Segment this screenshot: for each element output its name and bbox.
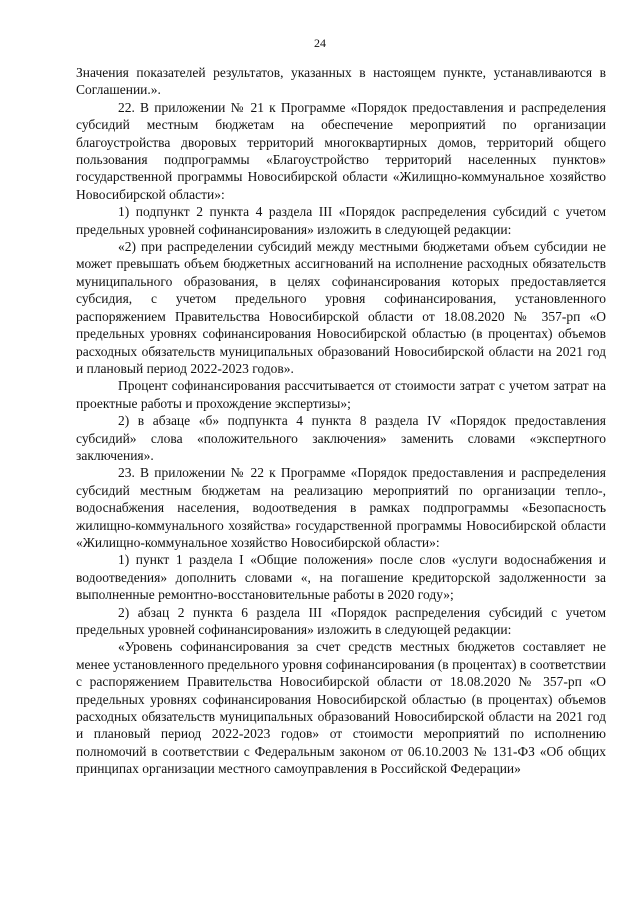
paragraph-item-22: 22. В приложении № 21 к Программе «Порядок предоставления и распределения субсидий местным бюджетам на обеспечение мероприятий по организации благоустройства дворовых территорий многоквартирных домов, территорий общего пользования подпрограммы «Благоустройство территорий населенных пунктов» государственной программы Новосибирской области «Жилищно-коммунальное хозяйство Новосибирской области»: xyxy=(76,99,606,202)
paragraph-item-22-sub-2: 2) в абзаце «б» подпункта 4 пункта 8 раздела IV «Порядок предоставления субсидий» слова «положительного заключения» заменить словами «экспертного заключения». xyxy=(76,413,606,463)
document-body xyxy=(76,64,606,778)
page-number: 24 xyxy=(314,36,326,50)
paragraph-item-22-sub-1: 1) подпункт 2 пункта 4 раздела III «Порядок распределения субсидий с учетом предельных уровней софинансирования» изложить в следующей редакции: xyxy=(76,204,606,237)
paragraph-item-23-sub-2: 2) абзац 2 пункта 6 раздела III «Порядок распределения субсидий с учетом предельных уровней софинансирования» изложить в следующей редакции: xyxy=(76,604,606,637)
paragraph-item-23-quote: «Уровень софинансирования за счет средств местных бюджетов составляет не менее установленного предельного уровня софинансирования (в процентах) в соответствии с распоряжением Правительства Новосибирской области от 18.08.2020 № 357-рп «О предельных уровнях софинансирования Новосибирской областью (в процентах) объемов расходных обязательств муниципальных образований Новосибирской области на 2021 год и плановый период 2022-2023 годов» от стоимости мероприятий по исполнению полномочий в соответствии с Федеральным законом от 06.10.2003 № 131-ФЗ «Об общих принципах организации местного самоуправления в Российской Федерации» xyxy=(76,639,606,777)
paragraph-item-23-sub-1: 1) пункт 1 раздела I «Общие положения» после слов «услуги водоснабжения и водоотведения» дополнить словами «, на погашение кредиторской задолженности за выполненные ремонтно-восстановительные работы в 2020 году»; xyxy=(76,552,606,603)
paragraph-cofinancing-percent: Процент софинансирования рассчитывается от стоимости затрат с учетом затрат на проектные работы и прохождение экспертизы»; xyxy=(76,378,606,411)
paragraph-item-23: 23. В приложении № 22 к Программе «Порядок предоставления и распределения субсидий местным бюджетам на реализацию мероприятий по организации тепло-, водоснабжения населения, водоотведения в рамках подпрограммы «Безопасность жилищно-коммунального хозяйства» государственной программы Новосибирской области «Жилищно-коммунальное хозяйство Новосибирской области»: xyxy=(76,465,606,550)
paragraph-result-indicators: Значения показателей результатов, указанных в настоящем пункте, устанавливаются в Соглашении.». xyxy=(76,65,606,98)
paragraph-item-22-quote: «2) при распределении субсидий между местными бюджетами объем субсидии не может превышать объем бюджетных ассигнований на исполнение расходных обязательств муниципального образования, в целях софинансирования которых предоставляется субсидия, с учетом предельного уровня софинансирования, установленного распоряжением Правительства Новосибирской области от 18.08.2020 № 357-рп «О предельных уровнях софинансирования Новосибирской областью (в процентах) объемов расходных обязательств муниципальных образований Новосибирской области на 2021 год и плановый период 2022-2023 годов». xyxy=(76,239,606,376)
